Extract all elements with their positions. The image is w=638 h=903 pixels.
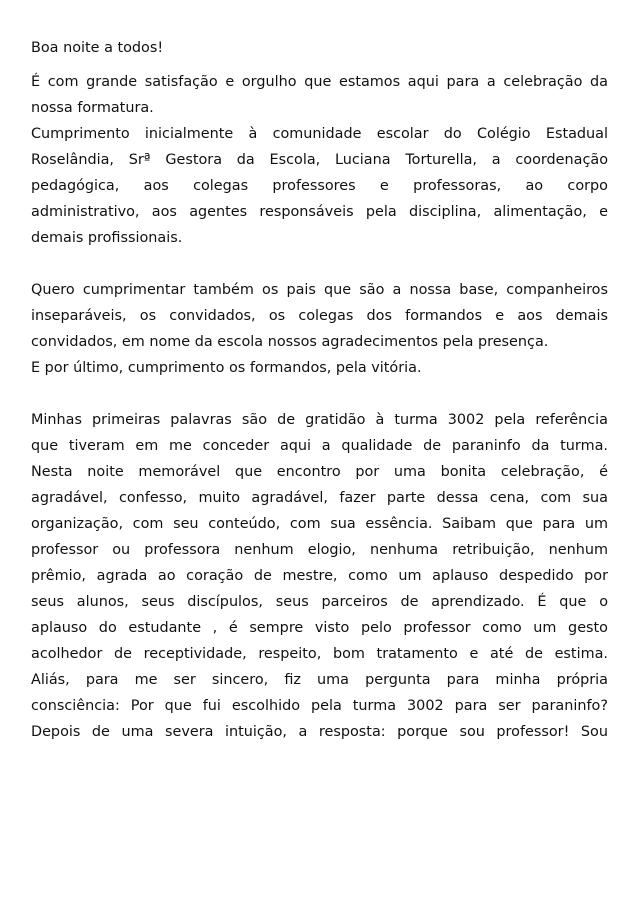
text-line: agradável, confesso, muito agradável, fazer parte dessa cena, com sua [31,490,608,506]
text-line: aplauso do estudante , é sempre visto pelo professor como um gesto [31,620,608,636]
text-line: consciência: Por que fui escolhido pela turma 3002 para ser paraninfo? [31,698,608,714]
paragraph-greetings [31,121,608,251]
text-line: administrativo, aos agentes responsáveis pela disciplina, alimentação, e [31,204,608,220]
spacer [31,251,608,277]
text-line: convidados, em nome da escola nossos agradecimentos pela presença. [31,334,549,350]
text-line: Minhas primeiras palavras são de gratidão à turma 3002 pela referência [31,412,608,428]
paragraph-graduates [31,355,608,381]
document-page [31,35,608,745]
spacer [31,381,608,407]
text-line: E por último, cumprimento os formandos, pela vitória. [31,360,422,376]
text-line: Roselândia, Srª Gestora da Escola, Luciana Torturella, a coordenação [31,152,608,168]
text-line: Quero cumprimentar também os pais que são a nossa base, companheiros [31,282,608,298]
paragraph-parents [31,277,608,355]
text-line: Aliás, para me ser sincero, fiz uma pergunta para minha própria [31,672,608,688]
text-line: professor ou professora nenhum elogio, nenhuma retribuição, nenhum [31,542,608,558]
paragraph-gratitude [31,407,608,745]
text-line: Depois de uma severa intuição, a resposta: porque sou professor! Sou [31,724,608,740]
text-line: seus alunos, seus discípulos, seus parceiros de aprendizado. É que o [31,594,608,610]
text-line: Nesta noite memorável que encontro por uma bonita celebração, é [31,464,608,480]
text-line: Cumprimento inicialmente à comunidade escolar do Colégio Estadual [31,126,608,142]
text-line: pedagógica, aos colegas professores e professoras, ao corpo [31,178,608,194]
text-line: É com grande satisfação e orgulho que estamos aqui para a celebração da [31,74,608,90]
text-line: acolhedor de receptividade, respeito, bom tratamento e até de estima. [31,646,608,662]
text-line: nossa formatura. [31,100,154,116]
paragraph-intro [31,69,608,121]
text-line: organização, com seu conteúdo, com sua essência. Saibam que para um [31,516,608,532]
text-line: prêmio, agrada ao coração de mestre, como um aplauso despedido por [31,568,608,584]
greeting-line: Boa noite a todos! [31,40,164,56]
text-line: que tiveram em me conceder aqui a qualidade de paraninfo da turma. [31,438,608,454]
spacer [31,61,608,69]
text-line: inseparáveis, os convidados, os colegas dos formandos e aos demais [31,308,608,324]
text-line: demais profissionais. [31,230,183,246]
